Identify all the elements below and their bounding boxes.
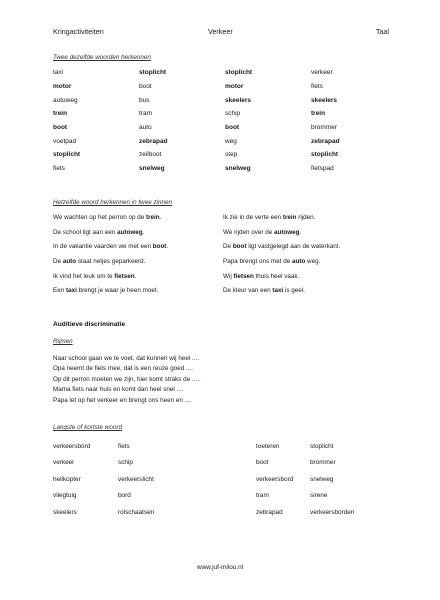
rhyme-line: Mama fiets naar huis en komt dan heel snel .... <box>53 386 184 394</box>
word-cell: brommer <box>310 459 336 467</box>
rhyme-line: Op dit perron moeten we zijn, hier komt straks de ..... <box>53 375 201 383</box>
word-cell: boot <box>139 82 152 90</box>
page-header <box>53 27 389 39</box>
word-cell: sirene <box>310 492 328 500</box>
word-cell: voetpad <box>53 137 77 145</box>
sentence-row <box>53 273 393 288</box>
sentence-text: Wij <box>223 272 234 280</box>
word-row <box>53 455 390 472</box>
word-row <box>53 488 390 505</box>
word-cell: motor <box>53 82 72 90</box>
word-cell: trein <box>53 110 68 118</box>
word-cell: toeteren <box>256 442 280 450</box>
word-cell: auto <box>139 123 152 131</box>
section3-title: Auditieve discriminatie <box>53 321 126 328</box>
word-row <box>53 80 391 94</box>
word-cell: trein <box>311 110 326 118</box>
rhyme-lines <box>53 354 201 406</box>
word-cell: verkeer <box>53 459 75 467</box>
sentence-text: . <box>299 228 302 236</box>
word-cell: step <box>225 151 238 159</box>
word-cell: tram <box>139 110 152 118</box>
target-word: boot <box>152 243 167 251</box>
word-cell: boot <box>256 459 269 467</box>
word-row <box>53 93 391 107</box>
word-cell: boot <box>225 123 240 131</box>
target-word: boot <box>232 243 247 251</box>
sentence-text: We wachten op het perron op de <box>53 214 146 221</box>
target-word: autoweg <box>273 228 300 236</box>
long-short-table <box>53 438 390 521</box>
sentence-text: weg. <box>305 258 321 266</box>
sentence-row <box>53 214 393 229</box>
section2-title: Hetzelfde woord herkennen in twee zinnen <box>53 199 173 206</box>
word-row <box>53 134 391 148</box>
word-cell: tram <box>256 492 269 500</box>
sentence-text: thuis heel vaak. <box>253 272 300 280</box>
word-cell: zebrapad <box>311 137 340 145</box>
word-cell: stoplicht <box>310 442 334 450</box>
word-cell: fiets <box>53 164 65 172</box>
word-cell: autoweg <box>53 96 78 104</box>
sentence-text: brengt je waar je heen moet. <box>76 287 159 295</box>
sentence <box>53 229 144 236</box>
section4-title: Langste of kortste woord <box>53 424 122 431</box>
word-cell: vliegtuig <box>53 492 77 500</box>
sentence-text: Ik zie in de verte een <box>223 214 283 221</box>
sentence <box>53 243 168 250</box>
word-cell: weg <box>225 137 237 145</box>
word-cell: fiets <box>311 82 323 90</box>
word-row <box>53 504 390 521</box>
target-word: fietsen <box>233 272 254 280</box>
word-cell: snelweg <box>139 164 165 172</box>
word-cell: skeelers <box>225 96 252 104</box>
sentence <box>223 273 299 280</box>
sentence-text: is geel. <box>283 287 305 295</box>
word-cell: verkeersborden <box>310 508 355 516</box>
word-cell: boot <box>53 123 68 131</box>
word-cell: taxi <box>53 69 64 77</box>
sentence-pairs <box>53 214 393 302</box>
section3-subtitle: Rijmen <box>53 338 73 345</box>
word-cell: skeelers <box>53 508 77 516</box>
sentence-text: staat netjes geparkeerd. <box>76 258 146 266</box>
word-cell: schip <box>118 459 133 467</box>
sentence-row <box>53 243 393 258</box>
word-cell: bord <box>118 492 131 500</box>
word-cell: motor <box>225 82 244 90</box>
word-cell: verkeerslicht <box>118 475 154 483</box>
word-cell: fiets <box>118 442 130 450</box>
sentence <box>223 229 301 236</box>
sentence-text: . <box>134 272 137 280</box>
word-cell: snelweg <box>310 475 334 483</box>
sentence-text: De <box>53 258 63 266</box>
target-word: fietsen <box>114 272 135 280</box>
word-cell: helikopter <box>53 475 81 483</box>
word-cell: schip <box>225 110 241 118</box>
target-word: auto <box>291 258 306 266</box>
word-cell: stoplicht <box>139 69 167 77</box>
header-subject: Taal <box>375 27 389 36</box>
word-row <box>53 148 391 162</box>
sentence <box>223 258 320 265</box>
sentence-text: De school ligt aan een <box>53 228 118 236</box>
sentence <box>223 243 340 250</box>
target-word: taxi <box>65 287 77 295</box>
sentence-text: Papa brengt ons met de <box>223 258 292 266</box>
sentence-text: . <box>159 214 162 221</box>
sentence-text: . <box>142 228 145 236</box>
word-match-table <box>53 66 391 175</box>
word-cell: bus <box>139 96 150 104</box>
word-cell: zebrapad <box>139 137 168 145</box>
sentence-text: Ik vind het leuk om te <box>53 272 115 280</box>
word-cell: zebrapad <box>256 508 283 516</box>
sentence-text: ligt vastgelegd aan de waterkant. <box>246 243 341 251</box>
word-row <box>53 161 391 175</box>
word-cell: brommer <box>311 123 338 131</box>
sentence-row <box>53 229 393 244</box>
word-row <box>53 438 390 455</box>
sentence <box>53 273 136 280</box>
footer-url: www.juf-milou.nl <box>196 564 244 571</box>
word-cell: verkeersbord <box>256 475 294 483</box>
sentence-row <box>53 258 393 273</box>
sentence <box>223 287 305 294</box>
rhyme-line: Naar school gaan we te voet, dat kunnen wij heel .... <box>53 355 199 362</box>
word-row <box>53 121 391 135</box>
sentence <box>53 214 161 221</box>
target-word: autoweg <box>117 228 143 236</box>
sentence-text: In de vakantie vaarden we met een <box>53 243 153 251</box>
word-row <box>53 66 391 80</box>
header-theme: Verkeer <box>208 27 233 36</box>
sentence-text: Een <box>53 287 66 295</box>
rhyme-line: Opa neemt de fiets mee, dat is een reuze goed .... <box>53 365 194 373</box>
word-cell: stoplicht <box>225 69 253 77</box>
header-category: Kringactiviteiten <box>53 27 104 36</box>
sentence-text: De <box>223 243 233 251</box>
word-cell: zeilboot <box>139 151 162 159</box>
sentence-text: We rijden over de <box>223 228 274 236</box>
word-cell: stoplicht <box>311 151 339 159</box>
sentence <box>53 287 158 294</box>
word-cell: snelweg <box>225 164 251 172</box>
target-word: trein <box>146 214 160 221</box>
section1-title: Twee dezelfde woorden herkennen <box>53 54 151 61</box>
sentence-text: rijden. <box>296 214 316 221</box>
word-cell: verkeer <box>311 69 333 77</box>
target-word: trein <box>282 214 297 221</box>
word-cell: skeelers <box>311 96 338 104</box>
word-cell: rolschaatsen <box>118 508 155 516</box>
target-word: auto <box>62 258 77 266</box>
word-row <box>53 107 391 121</box>
word-cell: verkeersbord <box>53 442 91 450</box>
word-cell: stoplicht <box>53 151 81 159</box>
sentence <box>223 214 315 221</box>
word-row <box>53 471 390 488</box>
rhyme-line: Papa let op het verkeer en brengt ons heen en .... <box>53 396 192 404</box>
word-cell: fietspad <box>311 164 334 172</box>
sentence-text: De kleur van een <box>223 287 273 295</box>
target-word: taxi <box>272 287 284 295</box>
sentence-text: . <box>166 243 169 251</box>
sentence-row <box>53 287 393 302</box>
sentence <box>53 258 145 265</box>
